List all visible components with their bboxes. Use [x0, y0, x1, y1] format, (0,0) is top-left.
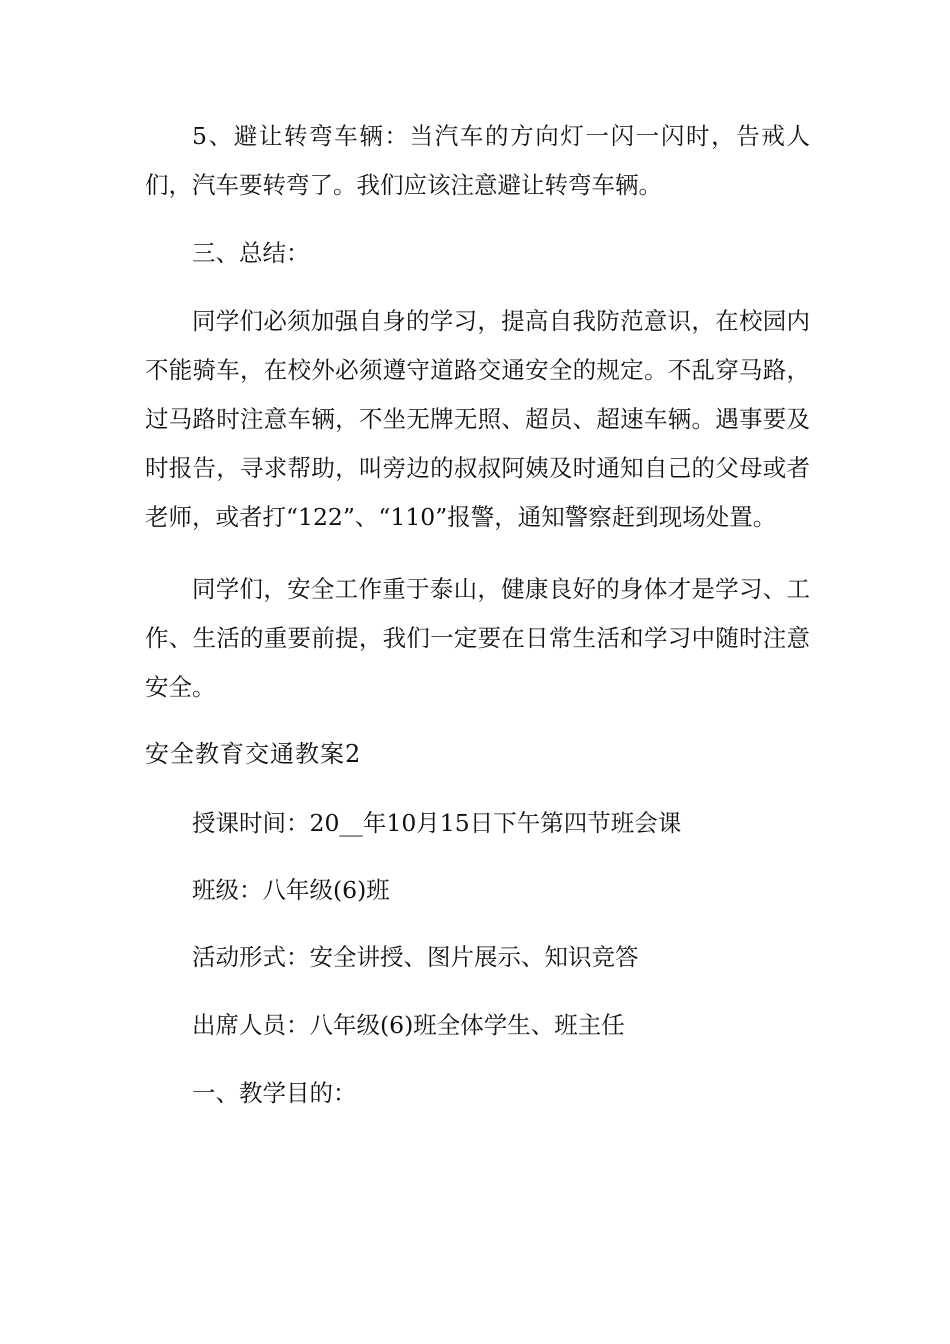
activity-form-line: 活动形式：安全讲授、图片展示、知识竞答	[192, 943, 639, 971]
attendees-line: 出席人员：八年级(6)班全体学生、班主任	[192, 1011, 625, 1039]
paragraph-students-study: 同学们必须加强自身的学习，提高自我防范意识，在校园内不能骑车，在校外必须遵守道路交通安全的规定。不乱穿马路，过马路时注意车辆，不坐无牌无照、超员、超速车辆。遇事要及时报告，寻求帮助，叫旁边的叔叔阿姨及时通知自己的父母或者老师，或者打“122”、“110”报警，通知警察赶到现场处置。	[145, 307, 810, 531]
objective-heading: 一、教学目的：	[192, 1079, 357, 1107]
class-name-line: 班级：八年级(6)班	[192, 876, 390, 904]
class-time-line: 授课时间：20__年10月15日下午第四节班会课	[192, 809, 682, 837]
section-title: 安全教育交通教案2	[145, 740, 362, 768]
paragraph-avoid-turning-vehicles: 5、避让转弯车辆：当汽车的方向灯一闪一闪时，告戒人们，汽车要转弯了。我们应该注意避让转弯车辆。	[145, 122, 810, 199]
summary-heading: 三、总结：	[192, 239, 310, 267]
paragraph-safety-first: 同学们，安全工作重于泰山，健康良好的身体才是学习、工作、生活的重要前提，我们一定要在日常生活和学习中随时注意安全。	[145, 575, 810, 701]
